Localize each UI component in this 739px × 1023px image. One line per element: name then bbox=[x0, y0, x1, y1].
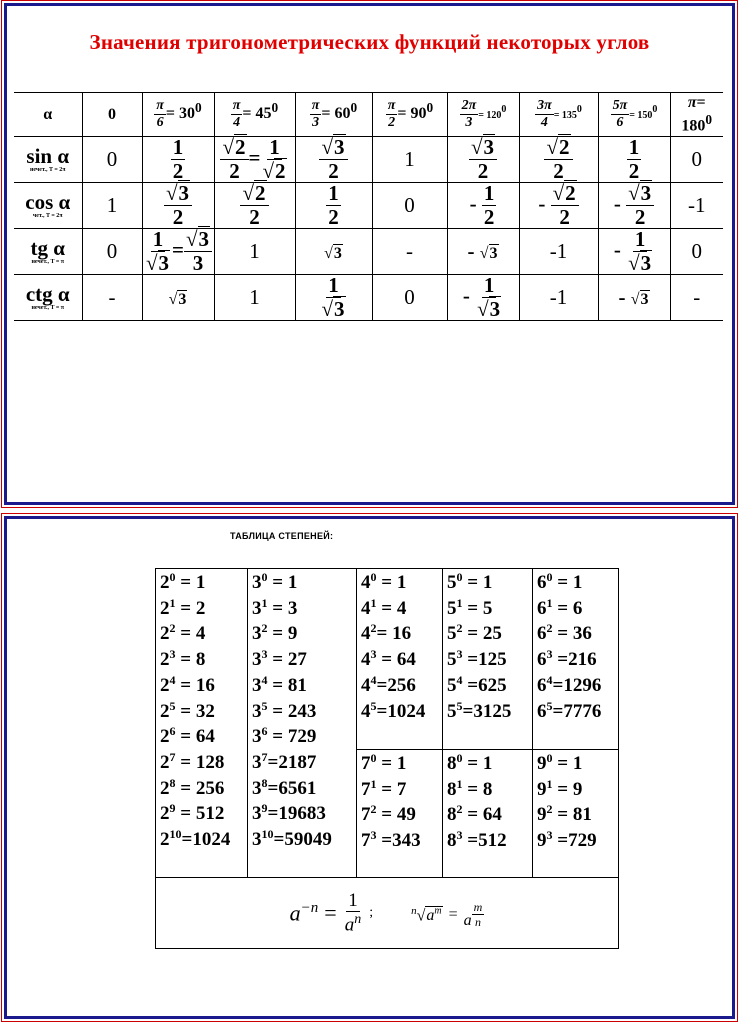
power-line: $2^0 = 1$ bbox=[160, 570, 206, 593]
power-line: $9^3 =729$ bbox=[537, 828, 597, 852]
power-line: $2^7 = 128$ bbox=[160, 749, 225, 773]
tg-label: tg α нечет., T = π bbox=[14, 229, 82, 275]
trig-header-row bbox=[14, 93, 723, 137]
ctg-90: 0 bbox=[372, 275, 447, 321]
power-line: $3^{10}=59049$ bbox=[252, 827, 332, 851]
header-150: $\frac{5\pi}{6}$ = $150^0$ bbox=[598, 93, 670, 137]
sin-180: 0 bbox=[670, 137, 723, 183]
power-line: $2^9 = 512$ bbox=[160, 801, 225, 825]
sin-30: $\frac{1}{2}$ bbox=[142, 137, 214, 183]
power-line: $2^5 = 32$ bbox=[160, 698, 215, 722]
ctg-120: - $\frac{1}{√3}$ bbox=[447, 275, 519, 321]
powers-of-3 bbox=[248, 569, 357, 878]
power-line: $2^1 = 2$ bbox=[160, 595, 206, 619]
cos-60: $\frac{1}{2}$ bbox=[295, 183, 372, 229]
power-line: $3^1 = 3$ bbox=[252, 595, 298, 619]
power-line: $9^2 = 81$ bbox=[537, 802, 592, 826]
tg-0: 0 bbox=[82, 229, 142, 275]
powers-table bbox=[155, 568, 619, 949]
ctg-45: 1 bbox=[214, 275, 295, 321]
sin-150: $\frac{1}{2}$ bbox=[598, 137, 670, 183]
power-line: $2^8 = 256$ bbox=[160, 775, 225, 799]
sin-0: 0 bbox=[82, 137, 142, 183]
powers-of-7 bbox=[357, 750, 443, 878]
powers-of-6 bbox=[533, 569, 619, 750]
power-line: $9^1 = 9$ bbox=[537, 776, 583, 800]
power-line: $4^1 = 4$ bbox=[361, 595, 407, 619]
power-line: $6^0 = 1$ bbox=[537, 570, 583, 593]
power-line: $7^3 =343$ bbox=[361, 828, 421, 852]
negative-exponent-formula: $a^{-n}$ = $\frac{1}{a^n}$ ; bbox=[289, 890, 374, 936]
power-line: $3^7=2187$ bbox=[252, 749, 317, 773]
powers-of-2 bbox=[156, 569, 248, 878]
tg-30: $\frac{1}{√3}$ = $\frac{√3}{3}$ bbox=[142, 229, 214, 275]
power-line: $3^5 = 243$ bbox=[252, 698, 317, 722]
trig-table bbox=[14, 92, 723, 321]
header-45: $\frac{\pi}{4}$ = $45^0$ bbox=[214, 93, 295, 137]
power-line: $8^2 = 64$ bbox=[447, 802, 502, 826]
ctg-0: - bbox=[82, 275, 142, 321]
cos-180: -1 bbox=[670, 183, 723, 229]
cos-90: 0 bbox=[372, 183, 447, 229]
power-line: $4^5=1024$ bbox=[361, 698, 426, 722]
ctg-label: ctg α нечет., T = π bbox=[14, 275, 82, 321]
cos-120: - $\frac{1}{2}$ bbox=[447, 183, 519, 229]
power-line: $2^6 = 64$ bbox=[160, 724, 215, 748]
sin-label: sin α нечет., T = 2π bbox=[14, 137, 82, 183]
power-line: $2^2 = 4$ bbox=[160, 621, 206, 645]
tg-60: √3 bbox=[295, 229, 372, 275]
tg-135: -1 bbox=[519, 229, 598, 275]
header-60: $\frac{\pi}{3}$ = $60^0$ bbox=[295, 93, 372, 137]
tg-180: 0 bbox=[670, 229, 723, 275]
sin-135: $\frac{√2}{2}$ bbox=[519, 137, 598, 183]
power-line: $5^4 =625$ bbox=[447, 672, 507, 696]
cos-45: $\frac{√2}{2}$ bbox=[214, 183, 295, 229]
sin-row bbox=[14, 137, 723, 183]
power-line: $4^3 = 64$ bbox=[361, 647, 416, 671]
cos-150: - $\frac{√3}{2}$ bbox=[598, 183, 670, 229]
powers-title: ТАБЛИЦА СТЕПЕНЕЙ: bbox=[230, 531, 334, 541]
power-line: $5^2 = 25$ bbox=[447, 621, 502, 645]
cos-30: $\frac{√3}{2}$ bbox=[142, 183, 214, 229]
powers-of-5 bbox=[443, 569, 533, 750]
power-line: $2^4 = 16$ bbox=[160, 672, 215, 696]
ctg-30: √3 bbox=[142, 275, 214, 321]
exponent-formulas bbox=[156, 878, 619, 949]
power-line: $5^0 = 1$ bbox=[447, 570, 493, 593]
powers-of-4 bbox=[357, 569, 443, 750]
tg-120: - √3 bbox=[447, 229, 519, 275]
power-line: $5^3 =125$ bbox=[447, 647, 507, 671]
power-line: $3^8=6561$ bbox=[252, 775, 317, 799]
sin-60: $\frac{√3}{2}$ bbox=[295, 137, 372, 183]
power-line: $7^2 = 49$ bbox=[361, 802, 416, 826]
tg-row bbox=[14, 229, 723, 275]
sin-120: $\frac{√3}{2}$ bbox=[447, 137, 519, 183]
header-alpha: α bbox=[14, 93, 82, 137]
power-line: $4^2= 16$ bbox=[361, 621, 412, 645]
power-line: $7^0 = 1$ bbox=[361, 751, 407, 774]
page-title: Значения тригонометрических функций некоторых углов bbox=[89, 30, 650, 54]
power-line: $2^{10}=1024$ bbox=[160, 827, 231, 851]
ctg-150: - √3 bbox=[598, 275, 670, 321]
ctg-row bbox=[14, 275, 723, 321]
ctg-180: - bbox=[670, 275, 723, 321]
power-line: $7^1 = 7$ bbox=[361, 776, 407, 800]
powers-of-9 bbox=[533, 750, 619, 878]
power-line: $5^1 = 5$ bbox=[447, 595, 493, 619]
tg-150: - $\frac{1}{√3}$ bbox=[598, 229, 670, 275]
header-30: $\frac{\pi}{6}$ = $30^0$ bbox=[142, 93, 214, 137]
power-line: $4^0 = 1$ bbox=[361, 570, 407, 593]
root-exponent-formula: $^n√a^m$ = a $\frac{m}{n}$ bbox=[411, 899, 483, 929]
power-line: $6^2 = 36$ bbox=[537, 621, 592, 645]
power-line: $3^9=19683$ bbox=[252, 801, 326, 825]
header-120: $\frac{2\pi}{3}$ = $120^0$ bbox=[447, 93, 519, 137]
power-line: $6^5=7776$ bbox=[537, 698, 602, 722]
power-line: $8^1 = 8$ bbox=[447, 776, 493, 800]
power-line: $6^4=1296$ bbox=[537, 672, 602, 696]
power-line: $3^4 = 81$ bbox=[252, 672, 307, 696]
power-line: $6^1 = 6$ bbox=[537, 595, 583, 619]
power-line: $2^3 = 8$ bbox=[160, 647, 206, 671]
power-line: $3^2 = 9$ bbox=[252, 621, 298, 645]
power-line: $9^0 = 1$ bbox=[537, 751, 583, 774]
ctg-60: $\frac{1}{√3}$ bbox=[295, 275, 372, 321]
header-135: $\frac{3\pi}{4}$ = $135^0$ bbox=[519, 93, 598, 137]
power-line: $6^3 =216$ bbox=[537, 647, 597, 671]
sin-45: $\frac{√2}{2}$ = $\frac{1}{√2}$ bbox=[214, 137, 295, 183]
power-line: $4^4=256$ bbox=[361, 672, 416, 696]
sin-90: 1 bbox=[372, 137, 447, 183]
power-line: $8^3 =512$ bbox=[447, 828, 507, 852]
power-line: $8^0 = 1$ bbox=[447, 751, 493, 774]
header-zero: 0 bbox=[82, 93, 142, 137]
ctg-135: -1 bbox=[519, 275, 598, 321]
powers-of-8 bbox=[443, 750, 533, 878]
cos-0: 1 bbox=[82, 183, 142, 229]
power-line: $3^6 = 729$ bbox=[252, 724, 317, 748]
tg-45: 1 bbox=[214, 229, 295, 275]
power-line: $5^5=3125$ bbox=[447, 698, 512, 722]
cos-row bbox=[14, 183, 723, 229]
header-180: $\pi= 180^0$ bbox=[670, 93, 723, 137]
cos-label: cos α чет., T = 2π bbox=[14, 183, 82, 229]
header-90: $\frac{\pi}{2}$ = $90^0$ bbox=[372, 93, 447, 137]
power-line: $3^3 = 27$ bbox=[252, 647, 307, 671]
power-line: $3^0 = 1$ bbox=[252, 570, 298, 593]
tg-90: - bbox=[372, 229, 447, 275]
cos-135: - $\frac{√2}{2}$ bbox=[519, 183, 598, 229]
